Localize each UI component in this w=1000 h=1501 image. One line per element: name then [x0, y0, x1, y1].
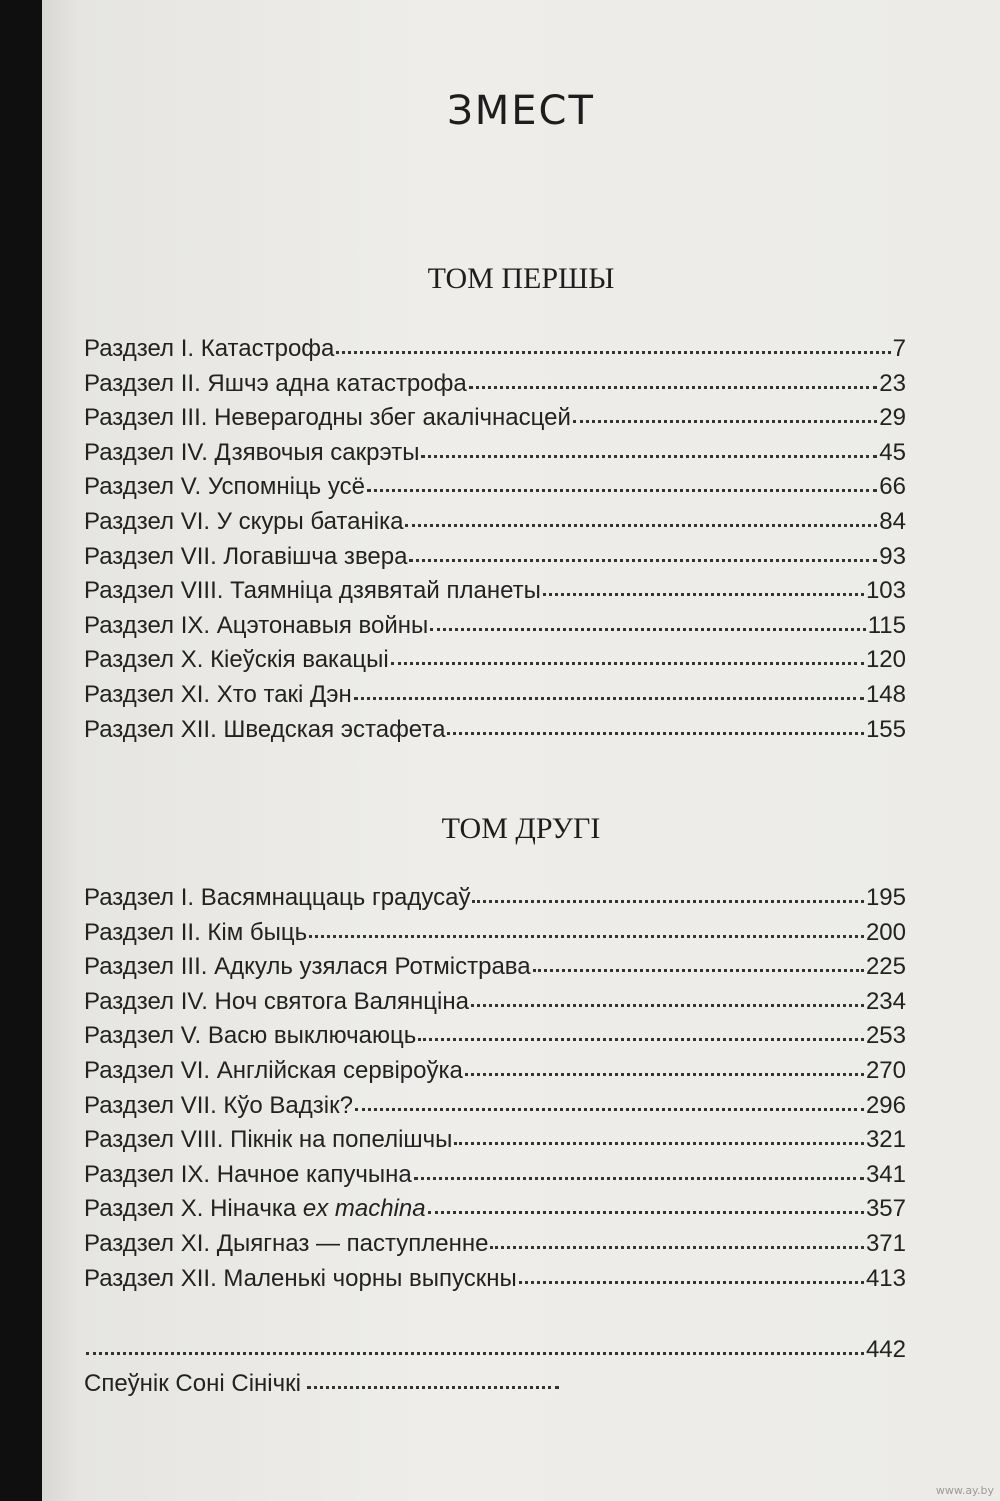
toc-entry-title: Раздзел IV. Дзявочыя сакрэты — [84, 438, 420, 466]
toc-entry-page: 270 — [865, 1056, 906, 1084]
toc-entry[interactable] — [84, 473, 906, 508]
toc-list-volume1 — [84, 335, 906, 750]
dot-leader — [471, 1004, 864, 1007]
toc-entry[interactable] — [84, 612, 906, 647]
toc-entry[interactable] — [84, 370, 906, 405]
toc-entry-page: 84 — [879, 507, 906, 535]
dot-leader — [86, 1352, 864, 1355]
toc-entry-page: 45 — [879, 438, 906, 466]
dot-leader — [490, 1246, 863, 1249]
toc-entry-page: 200 — [865, 918, 906, 946]
toc-entry[interactable] — [84, 1265, 906, 1300]
toc-entry[interactable] — [84, 884, 906, 919]
toc-entry-page: 321 — [865, 1126, 906, 1154]
watermark: www.ay.by — [935, 1484, 994, 1497]
dot-leader — [414, 1177, 864, 1180]
dot-leader — [418, 1038, 864, 1041]
toc-entry-title: Раздзел VI. Англійская сервіроўка — [84, 1056, 463, 1084]
toc-entry[interactable] — [84, 577, 906, 612]
toc-entry-title: Раздзел III. Неверагодны збег акалічнасцей — [84, 404, 571, 432]
dot-leader — [307, 1386, 559, 1389]
toc-entry-page: 120 — [865, 646, 906, 674]
toc-entry-title: Раздзел II. Кім быць — [84, 918, 308, 946]
dot-leader — [409, 559, 877, 562]
toc-entry-title: Раздзел XI. Дыягназ — паступленне — [84, 1229, 489, 1257]
dot-leader — [533, 969, 864, 972]
toc-entry[interactable] — [84, 439, 906, 474]
toc-entry[interactable] — [84, 1057, 906, 1092]
toc-entry-page: 371 — [865, 1229, 906, 1257]
toc-entry[interactable] — [84, 646, 906, 681]
dot-leader — [367, 489, 877, 492]
toc-entry-page: 148 — [865, 680, 906, 708]
dot-leader — [454, 1142, 864, 1145]
toc-entry-page: 93 — [879, 542, 906, 570]
toc-entry-title: Раздзел IX. Ацэтонавыя войны — [84, 611, 429, 639]
toc-entry[interactable] — [84, 1092, 906, 1127]
dot-leader — [336, 351, 890, 354]
toc-entry-page: 23 — [879, 369, 906, 397]
toc-entry-title: Раздзел XII. Шведская эстафета — [84, 715, 446, 743]
toc-entry[interactable] — [84, 953, 906, 988]
dot-leader — [391, 662, 864, 665]
volume-heading: ТОМ ДРУГІ — [441, 812, 601, 845]
toc-entry-title: Раздзел XI. Хто такі Дэн — [84, 680, 352, 708]
toc-entry-page: 225 — [865, 953, 906, 981]
volume-heading: ТОМ ПЕРШЫ — [427, 262, 615, 295]
toc-entry-title: Раздзел II. Яшчэ адна катастрофа — [84, 369, 467, 397]
toc-entry-title: Раздзел III. Адкуль узялася Ротмістрава — [84, 953, 531, 981]
toc-entry[interactable] — [84, 1126, 906, 1161]
book-page — [42, 0, 1000, 1501]
toc-entry-page: 66 — [879, 473, 906, 501]
toc-entry-title: Раздзел VIII. Таямніца дзявятай планеты — [84, 577, 541, 605]
toc-entry-page: 341 — [865, 1160, 906, 1188]
toc-entry[interactable] — [84, 543, 906, 578]
toc-entry-title: Раздзел V. Васю выключаюць — [84, 1022, 417, 1050]
toc-entry-title-italic: ex machina — [302, 1195, 426, 1223]
toc-entry-page: 253 — [865, 1022, 906, 1050]
toc-entry[interactable] — [84, 1230, 906, 1265]
toc-entry-page: 413 — [865, 1264, 906, 1292]
dot-leader — [355, 1108, 864, 1111]
toc-entry-title: Раздзел VI. У скуры батаніка — [84, 507, 404, 535]
toc-entry[interactable] — [84, 716, 906, 751]
toc-entry-title: Раздзел VII. Кўо Вадзік? — [84, 1091, 353, 1119]
dot-leader — [421, 455, 877, 458]
toc-entry-title: Раздзел I. Катастрофа — [84, 335, 335, 362]
dot-leader — [472, 900, 863, 903]
toc-entry-title: Раздзел VIII. Пікнік на попелішчы — [84, 1126, 453, 1154]
toc-entry-page: 296 — [865, 1091, 906, 1119]
toc-entry-page: 7 — [892, 335, 906, 362]
dot-leader — [405, 524, 877, 527]
toc-entry[interactable] — [84, 988, 906, 1023]
toc-entry-page: 29 — [879, 404, 906, 432]
toc-entry-songbook[interactable] — [84, 1336, 906, 1404]
dot-leader — [428, 1211, 864, 1214]
toc-entry[interactable] — [84, 919, 906, 954]
toc-entry-title: Раздзел XII. Маленькі чорны выпускны — [84, 1264, 517, 1292]
toc-entry-page: 115 — [867, 611, 906, 639]
toc-list-volume2 — [84, 884, 906, 1299]
dot-leader — [465, 1073, 864, 1076]
dot-leader — [354, 697, 864, 700]
toc-entry-page: 155 — [865, 715, 906, 743]
toc-entry-page: 357 — [865, 1195, 906, 1223]
toc-entry-title: Раздзел VII. Логавішча звера — [84, 542, 408, 570]
toc-entry[interactable] — [84, 681, 906, 716]
toc-entry-page: 195 — [865, 884, 906, 911]
toc-entry-title: Раздзел X. Кіеўскія вакацыі — [84, 646, 389, 674]
dot-leader — [447, 732, 864, 735]
toc-entry[interactable] — [84, 1022, 906, 1057]
toc-entry-title: Раздзел I. Васямнаццаць градусаў — [84, 884, 471, 911]
toc-entry-page: 103 — [865, 577, 906, 605]
toc-entry[interactable] — [84, 1161, 906, 1196]
dot-leader — [519, 1281, 864, 1284]
dot-leader — [430, 628, 865, 631]
toc-entry[interactable] — [84, 335, 906, 370]
toc-entry-title: Раздзел V. Успомніць усё — [84, 473, 365, 501]
toc-entry-title: Раздзел IX. Начное капучына — [84, 1160, 412, 1188]
toc-entry[interactable] — [84, 1195, 906, 1230]
toc-entry-title: Раздзел X. Нінaчка ex machina — [84, 1195, 426, 1223]
toc-entry[interactable] — [84, 404, 906, 439]
dot-leader — [543, 593, 864, 596]
dot-leader — [309, 935, 864, 938]
toc-entry-title: Раздзел IV. Ноч святога Валянціна — [84, 987, 469, 1015]
dot-leader — [573, 420, 877, 423]
toc-entry-title: Спеўнік Соні Сінічкі — [84, 1370, 301, 1397]
page-title: ЗМЕСТ — [447, 88, 595, 134]
toc-entry-page: 442 — [865, 1336, 906, 1363]
dot-leader — [469, 386, 878, 389]
toc-entry[interactable] — [84, 508, 906, 543]
toc-entry-page: 234 — [865, 987, 906, 1015]
